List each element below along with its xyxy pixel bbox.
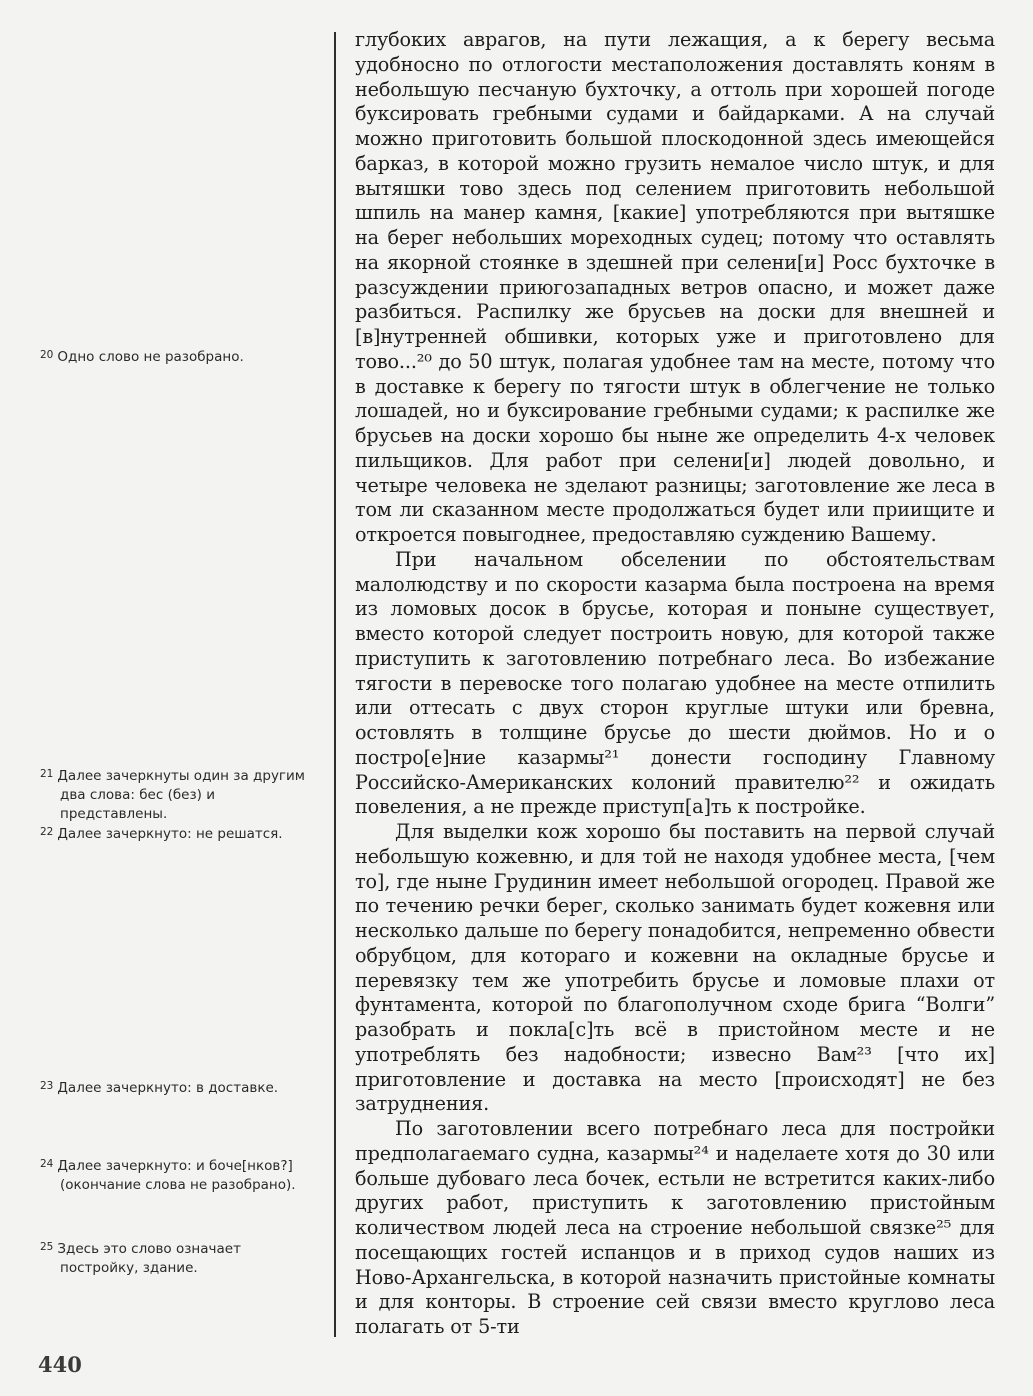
footnote-22: [40, 823, 316, 844]
page-number: 440: [38, 1352, 82, 1377]
footnote-number: 22: [40, 826, 54, 838]
paragraph-1: глубоких аврагов, на пути лежащия, а к берегу весьма удобносно по отлогости местаположения доставлять коням в небольшую песчаную бухточку, а оттоль при хорошей погоде буксировать гребными судами и байдарками. А на случай можно приготовить большой плоскодонной здесь имеющейся барказ, в которой можно грузить немалое число штук, и для вытяшки тово здесь под селением приготовить небольшой шпиль на манер камня, [какие] употребляются при вытяшке на берег небольших мореходных судец; потому что оставлять на якорной стоянке в здешней при селени[и] Росс бухточке в разсуждении приюгозападных ветров опасно, и может даже разбиться. Распилку же брусьев на доски для внешней и [в]нутренней обшивки, которых уже и приготовлено для тово...²⁰ до 50 штук, полагая удобнее там на месте, потому что в доставке к берегу по тягости штук в облегчение не только лошадей, но и буксирование гребными судами; к распилке же брусьев на доски хорошо бы ныне же определить 4-х человек пильщиков. Для работ при селени[и] людей довольно, и четыре человека не зделают разницы; заготовление же леса в том ли сказанном месте продолжаться будет или приищите и откроется повыгоднее, предоставляю суждению Вашему.: [355, 28, 995, 546]
footnote-text: Далее зачеркнуты один за другим два слова: бес (без) и представлены.: [57, 768, 305, 822]
footnote-number: 20: [40, 349, 54, 361]
paragraph-4: По заготовлении всего потребнаго леса для постройки предполагаемаго судна, казармы²⁴ и наделаете хотя до 30 или больше дубоваго леса бочек, естьли не встретится каких-либо других работ, приступить к заготовлению пристойным количеством людей леса на строение небольшой связке²⁵ для посещающих гостей испанцов и в приход судов наших из Ново-Архангельска, в которой назначить пристойные комнаты и для конторы. В строение сей связи вместо круглово леса полагать от 5-ти: [355, 1117, 995, 1338]
footnote-23: [40, 1077, 316, 1098]
footnote-24: [40, 1155, 316, 1195]
footnote-text: Далее зачеркнуто: и боче[нков?] (окончание слова не разобрано).: [57, 1158, 296, 1193]
footnote-25: [40, 1238, 316, 1278]
paragraph-3: Для выделки кож хорошо бы поставить на первой случай небольшую кожевню, и для той не находя удобнее места, [чем то], где ныне Грудинин имеет небольшой огородец. Правой же по течению речки берег, сколько занимать будет кожевня или несколько дальше по берегу понадобится, непременно обвести обрубцом, для котораго и кожевни на окладные брусье и перевязку тем же употребить брусье и ломовые плахи от фунтамента, которой по благополучном сходе брига “Волги” разобрать и покла[с]ть всё в пристойном месте и не употреблять без надобности; извесно Вам²³ [что их] приготовление и доставка на место [происходят] не без затруднения.: [355, 820, 995, 1116]
footnote-number: 24: [40, 1158, 54, 1170]
main-text: [355, 28, 995, 1340]
footnote-text: Далее зачеркнуто: не решатся.: [57, 826, 283, 842]
footnote-text: Здесь это слово означает постройку, здание.: [57, 1241, 241, 1276]
column-rule: [334, 32, 336, 1337]
footnote-number: 25: [40, 1241, 54, 1253]
footnote-text: Одно слово не разобрано.: [57, 349, 244, 365]
paragraph-2: При начальном обселении по обстоятельствам малолюдству и по скорости казарма была построена на время из ломовых досок в брусье, которая и поныне существует, вместо которой следует построить новую, для которой также приступить к заготовлению потребнаго леса. Во избежание тягости в перевоске того полагаю удобнее на месте отпилить или оттесать с двух сторон круглые штуки или бревна, остовлять в толщине брусье до шести дюймов. Но и о постро[е]ние казармы²¹ донести господину Главному Российско-Американских колоний правителю²² и ожидать повеления, а не прежде приступ[а]ть к постройке.: [355, 547, 995, 819]
footnote-20: [40, 346, 316, 367]
footnote-text: Далее зачеркнуто: в доставке.: [57, 1080, 279, 1096]
footnote-number: 21: [40, 768, 54, 780]
footnote-21: [40, 765, 316, 824]
footnote-number: 23: [40, 1080, 54, 1092]
